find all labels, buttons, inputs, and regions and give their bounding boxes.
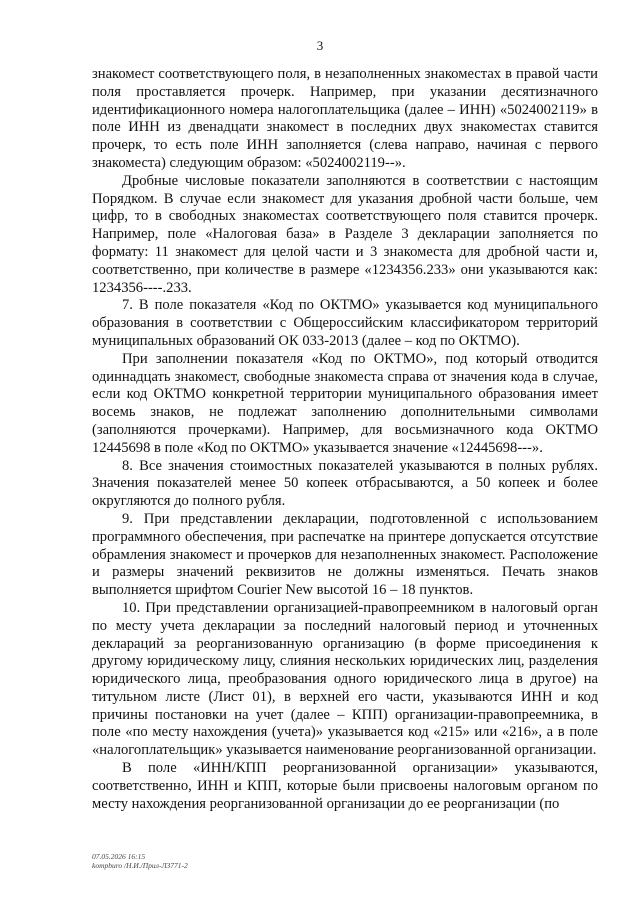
- paragraph: При заполнении показателя «Код по ОКТМО», под который отводится одиннадцать знакомест, свободные знакоместа справа от значения кода в случае, если код ОКТМО конкретной территории муниципального образования имеет восемь знаков, не подлежат заполнению дополнительными символами (заполняются прочерками). Например, для восьмизначного кода ОКТМО 12445698 в поле «Код по ОКТМО» указывается значение «12445698---».: [92, 350, 598, 456]
- paragraph: В поле «ИНН/КПП реорганизованной организации» указываются, соответственно, ИНН и КПП, которые были присвоены налоговым органом по месту нахождения реорганизованной организации до ее реорганизации (по: [92, 760, 598, 812]
- footer-file-reference: kompburo /Н.И./Прил-ЛЗ771-2: [92, 861, 188, 870]
- footer-timestamp: 07.05.2026 16:15: [92, 852, 146, 861]
- paragraph: знакомест соответствующего поля, в незаполненных знакоместах в правой части поля проставляется прочерк. Например, при указании десятизначного идентификационного номера налогоплательщика (далее – ИНН) «5024002119» в поле ИНН из двенадцати знакомест в последних двух знакоместах ставится прочерк, то есть поле ИНН заполняется (слева направо, начиная с первого знакоместа) следующим образом: «5024002119--».: [92, 66, 598, 171]
- page-number: 3: [316, 38, 324, 53]
- paragraph: Дробные числовые показатели заполняются в соответствии с настоящим Порядком. В случае если знакомест для указания дробной части больше, чем цифр, то в свободных знакоместах соответствующего поля ставится прочерк. Например, поле «Налоговая база» в Разделе 3 декларации заполняется по формату: 11 знакомест для целой части и 3 знакоместа для дробной части и, соответственно, при количестве в размере «1234356.233» они указываются как: 1234356----.233.: [92, 172, 598, 296]
- paragraph: 7. В поле показателя «Код по ОКТМО» указывается код муниципального образования в соответствии с Общероссийским классификатором территорий муниципальных образований ОК 033-2013 (далее – код по ОКТМО).: [92, 297, 598, 349]
- paragraph: 10. При представлении организацией-правопреемником в налоговый орган по месту учета декларации за последний налоговый период и уточненных деклараций за реорганизованную организацию (в форме присоединения к другому юридическому лицу, слияния нескольких юридических лиц, разделения юридического лица, преобразования одного юридического лица в другое) на титульном листе (Лист 01), в верхней его части, указываются ИНН и код причины постановки на учет (далее – КПП) организации-правопреемника, в поле «по месту нахождения (учета)» указывается код «215» или «216», а в поле «налогоплательщик» указывается наименование реорганизованной организации.: [92, 599, 598, 759]
- document-body: [92, 66, 598, 813]
- footer-stamp: [92, 852, 188, 870]
- paragraph: 9. При представлении декларации, подготовленной с использованием программного обеспечения, при распечатке на принтере допускается отсутствие обрамления знакомест и прочерков для незаполненных знакомест. Расположение и размеры значений реквизитов не должны изменяться. Печать знаков выполняется шрифтом Courier New высотой 16 – 18 пунктов.: [92, 510, 598, 599]
- paragraph: 8. Все значения стоимостных показателей указываются в полных рублях. Значения показателей менее 50 копеек отбрасываются, а 50 копеек и более округляются до полного рубля.: [92, 457, 598, 510]
